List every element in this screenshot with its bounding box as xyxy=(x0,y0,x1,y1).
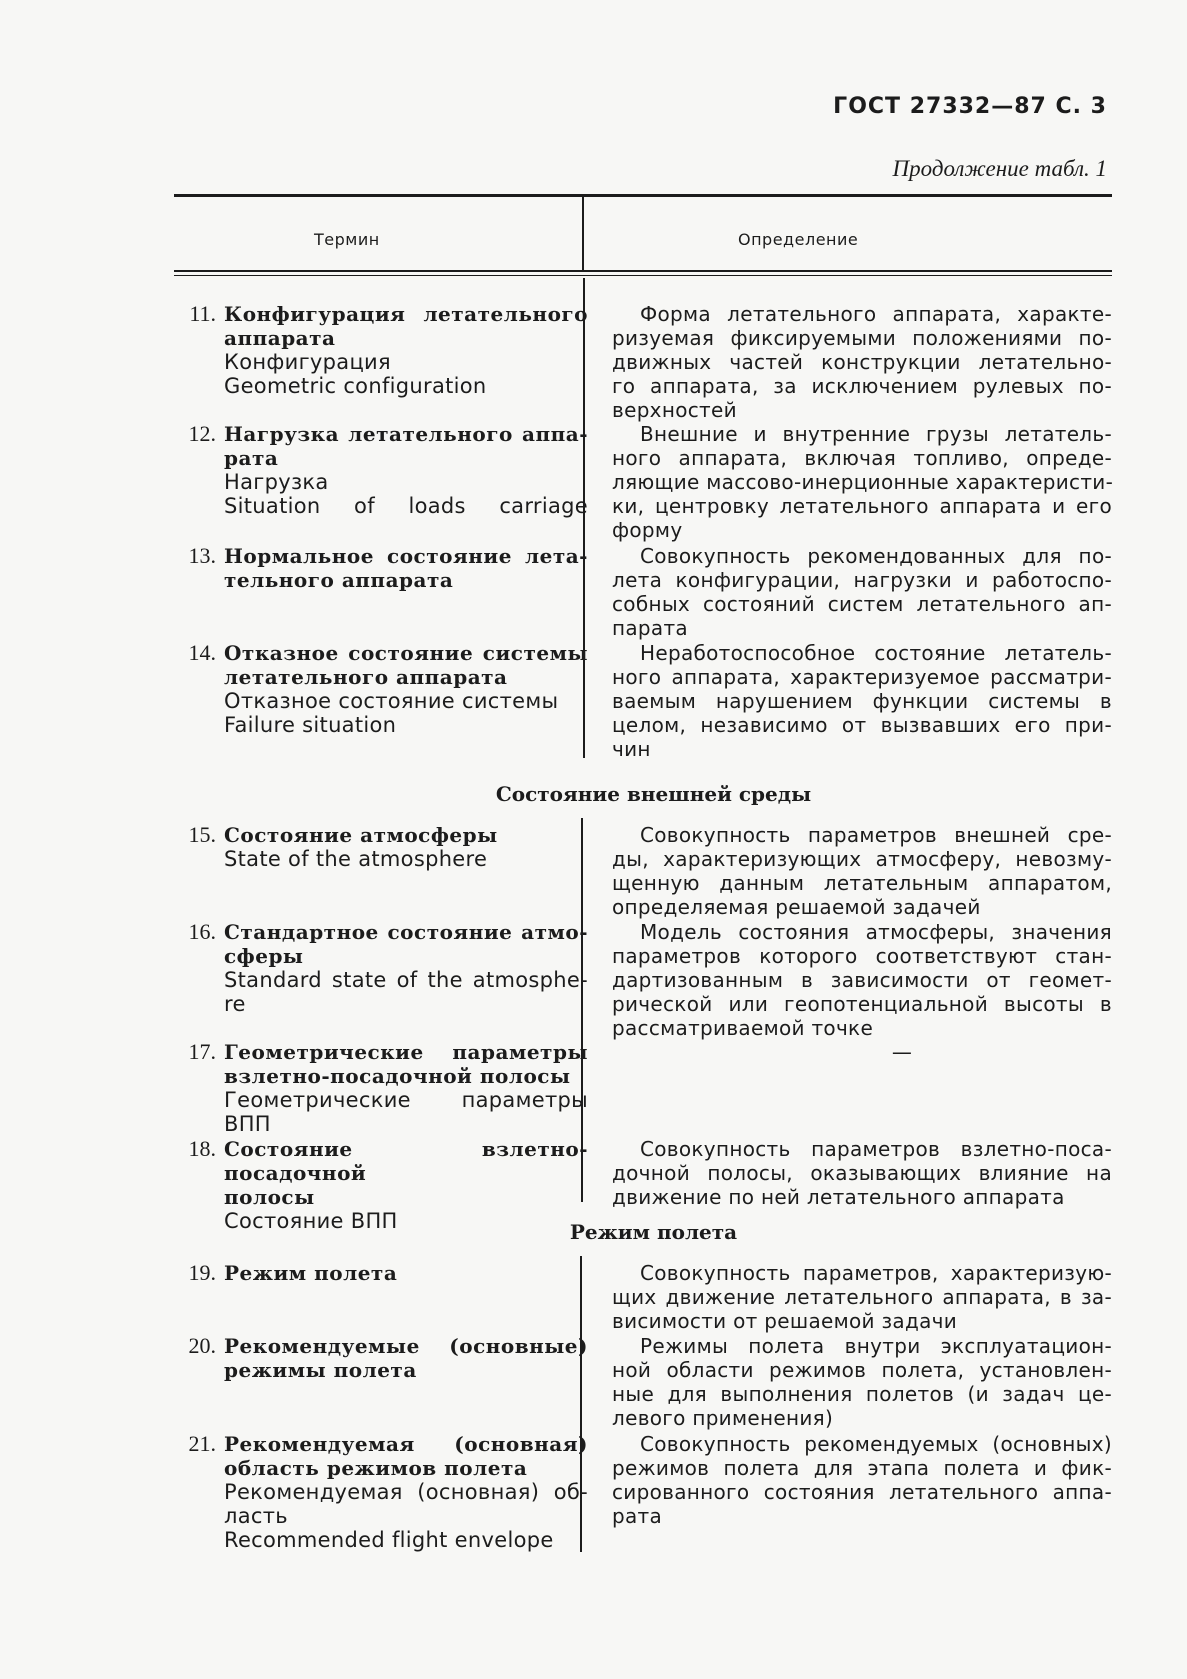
entry-number: 20. xyxy=(188,1333,216,1358)
definition-dash: — xyxy=(891,1040,913,1064)
definition-line: висимости от решаемой задачи xyxy=(612,1309,958,1333)
term-name-line: режимы полета xyxy=(224,1358,417,1382)
definition-line: сированного состояния летательного аппа- xyxy=(612,1480,1112,1504)
term-synonym: Нагрузка xyxy=(224,470,329,494)
definition-line: форму xyxy=(612,518,683,542)
definition-line: дочной полосы, оказывающих влияние на xyxy=(612,1161,1112,1185)
column-header-definition: Определение xyxy=(738,230,859,249)
term-name-line: Геометрические параметры xyxy=(224,1040,588,1064)
term-name-line: область режимов полета xyxy=(224,1456,528,1480)
term-text xyxy=(224,1040,588,1137)
definition-line: щих движение летательного аппарата, в за- xyxy=(612,1285,1112,1309)
entry-number: 18. xyxy=(188,1136,216,1161)
term-english: Geometric configuration xyxy=(224,374,487,398)
definition-line: Форма летательного аппарата, характе- xyxy=(640,302,1112,326)
term-synonym: ласть xyxy=(224,1504,288,1528)
term-name-line: Стандартное состояние атмо- xyxy=(224,920,588,944)
definition-line: ляющие массово-инерционные характеристи- xyxy=(612,470,1114,494)
term-text xyxy=(224,823,588,920)
term-entry-18 xyxy=(170,1137,1112,1233)
terms-section-2 xyxy=(170,823,1112,1233)
definition-text xyxy=(612,1334,1112,1430)
section-title: Режим полета xyxy=(569,1220,738,1244)
page-header: ГОСТ 27332—87 С. 3 xyxy=(833,94,1107,119)
term-entry-11 xyxy=(170,302,1112,422)
definition-line: лета конфигурации, нагрузки и работоспо- xyxy=(612,568,1112,592)
entry-number: 19. xyxy=(188,1260,216,1285)
column-divider xyxy=(582,196,584,272)
term-synonym: ВПП xyxy=(224,1112,271,1136)
term-synonym: Отказное состояние системы xyxy=(224,689,559,713)
definition-line: параметров которого соответствуют стан- xyxy=(612,944,1112,968)
term-name-line: Отказное состояние системы xyxy=(224,641,588,665)
term-entry-15 xyxy=(170,823,1112,920)
definition-line: собных состояний систем летательного ап- xyxy=(612,592,1112,616)
term-entry-14 xyxy=(170,641,1112,761)
term-synonym: Геометрические параметры xyxy=(224,1088,588,1112)
entry-number: 15. xyxy=(188,822,216,847)
definition-text xyxy=(612,302,1112,422)
definition-line: Совокупность параметров, характеризую- xyxy=(640,1261,1112,1285)
entry-number: 13. xyxy=(188,543,216,568)
column-header-term: Термин xyxy=(314,230,380,249)
term-name-line: взлетно-посадочной полосы xyxy=(224,1064,571,1088)
term-entry-19 xyxy=(170,1261,1112,1334)
entry-number: 17. xyxy=(188,1039,216,1064)
terms-section-3 xyxy=(170,1261,1112,1554)
definition-line: рассматриваемой точке xyxy=(612,1016,874,1040)
entry-number: 21. xyxy=(188,1431,216,1456)
term-synonym: Рекомендуемая (основная) об- xyxy=(224,1480,588,1504)
definition-line: щенную данным летательным аппаратом, xyxy=(612,871,1112,895)
term-text xyxy=(224,1137,588,1233)
term-name-line: Рекомендуемые (основные) xyxy=(224,1334,588,1358)
term-text xyxy=(224,1261,588,1334)
entry-number: 11. xyxy=(189,301,216,326)
term-entry-21 xyxy=(170,1432,1112,1554)
term-name-line: Нагрузка летательного аппа- xyxy=(224,422,588,446)
term-name-line: тельного аппарата xyxy=(224,568,454,592)
term-name-line: полосы xyxy=(224,1185,315,1209)
definition-text xyxy=(612,1432,1112,1528)
continuation-note: Продолжение табл. 1 xyxy=(892,156,1107,181)
definition-line: Модель состояния атмосферы, значения xyxy=(640,920,1112,944)
definition-line: ного аппарата, характеризуемое рассматри- xyxy=(612,665,1112,689)
term-english: State of the atmosphere xyxy=(224,847,488,871)
table-top-rule xyxy=(174,194,1112,197)
definition-line: верхностей xyxy=(612,398,737,422)
definition-line: Режимы полета внутри эксплуатацион- xyxy=(640,1334,1112,1358)
definition-line: движных частей конструкции летательно- xyxy=(612,350,1112,374)
term-entry-17 xyxy=(170,1040,1112,1137)
section-title: Состояние внешней среды xyxy=(495,782,812,806)
term-entry-12 xyxy=(170,422,1112,544)
definition-text xyxy=(612,823,1112,919)
term-name-line: Состояние атмосферы xyxy=(224,823,498,847)
entry-number: 12. xyxy=(188,421,216,446)
term-text xyxy=(224,1334,588,1432)
definition-line: ной области режимов полета, установлен- xyxy=(612,1358,1112,1382)
definition-line: Неработоспособное состояние летатель- xyxy=(640,641,1112,665)
header-bottom-rule-2 xyxy=(174,275,1112,276)
term-synonym: Состояние ВПП xyxy=(224,1209,398,1233)
term-name-line: рата xyxy=(224,446,279,470)
terms-section-1 xyxy=(170,302,1112,761)
definition-line: Совокупность рекомендованных для по- xyxy=(640,544,1112,568)
term-text xyxy=(224,1432,588,1554)
definition-line: ризуемая фиксируемыми положениями по- xyxy=(612,326,1112,350)
term-text xyxy=(224,544,588,641)
term-name-line: аппарата xyxy=(224,326,336,350)
term-english: re xyxy=(224,992,246,1016)
definition-text xyxy=(612,544,1112,640)
term-name-line: сферы xyxy=(224,944,304,968)
definition-text xyxy=(612,920,1112,1040)
term-name-line: Режим полета xyxy=(224,1261,398,1285)
definition-line: парата xyxy=(612,616,688,640)
definition-line: дартизованным в зависимости от геомет- xyxy=(612,968,1112,992)
term-english: Situation of loads carriage xyxy=(224,494,588,518)
term-name-line: Состояние взлетно-посадочной xyxy=(224,1137,588,1185)
definition-line: Совокупность параметров взлетно-поса- xyxy=(640,1137,1112,1161)
term-name-line: Конфигурация летательного xyxy=(224,302,588,326)
definition-text xyxy=(612,422,1112,542)
definition-line: рата xyxy=(612,1504,663,1528)
definition-line: го аппарата, за исключением рулевых по- xyxy=(612,374,1112,398)
definition-line: определяемая решаемой задачей xyxy=(612,895,981,919)
definition-line: движение по ней летательного аппарата xyxy=(612,1185,1065,1209)
term-text xyxy=(224,920,588,1040)
term-entry-16 xyxy=(170,920,1112,1040)
definition-line: рической или геопотенциальной высоты в xyxy=(612,992,1112,1016)
header-bottom-rule xyxy=(174,270,1112,272)
definition-line: целом, независимо от вызвавших его при- xyxy=(612,713,1112,737)
term-text xyxy=(224,422,588,544)
definition-text xyxy=(612,641,1112,761)
definition-line: чин xyxy=(612,737,651,761)
definition-text xyxy=(612,1040,1112,1064)
definition-line: левого применения) xyxy=(612,1406,834,1430)
definition-line: режимов полета для этапа полета и фик- xyxy=(612,1456,1112,1480)
definition-text xyxy=(612,1261,1112,1333)
definition-line: ды, характеризующих атмосферу, невозму- xyxy=(612,847,1112,871)
term-text xyxy=(224,641,588,761)
definition-line: ваемым нарушением функции системы в xyxy=(612,689,1112,713)
term-name-line: летательного аппарата xyxy=(224,665,508,689)
term-name-line: Рекомендуемая (основная) xyxy=(224,1432,588,1456)
entry-number: 14. xyxy=(188,640,216,665)
definition-line: Внешние и внутренние грузы летатель- xyxy=(640,422,1112,446)
term-english: Standard state of the atmosphe- xyxy=(224,968,588,992)
term-entry-20 xyxy=(170,1334,1112,1432)
entry-number: 16. xyxy=(188,919,216,944)
definition-text xyxy=(612,1137,1112,1209)
definition-line: ки, центровку летательного аппарата и его xyxy=(612,494,1112,518)
definition-line: Совокупность параметров внешней сре- xyxy=(640,823,1112,847)
term-synonym: Конфигурация xyxy=(224,350,391,374)
definition-line: ного аппарата, включая топливо, опреде- xyxy=(612,446,1112,470)
term-english: Failure situation xyxy=(224,713,397,737)
definition-line: ные для выполнения полетов (и задач це- xyxy=(612,1382,1112,1406)
term-english: Recommended flight envelope xyxy=(224,1528,554,1552)
term-name-line: Нормальное состояние лета- xyxy=(224,544,588,568)
term-text xyxy=(224,302,588,422)
term-entry-13 xyxy=(170,544,1112,641)
definition-line: Совокупность рекомендуемых (основных) xyxy=(640,1432,1112,1456)
